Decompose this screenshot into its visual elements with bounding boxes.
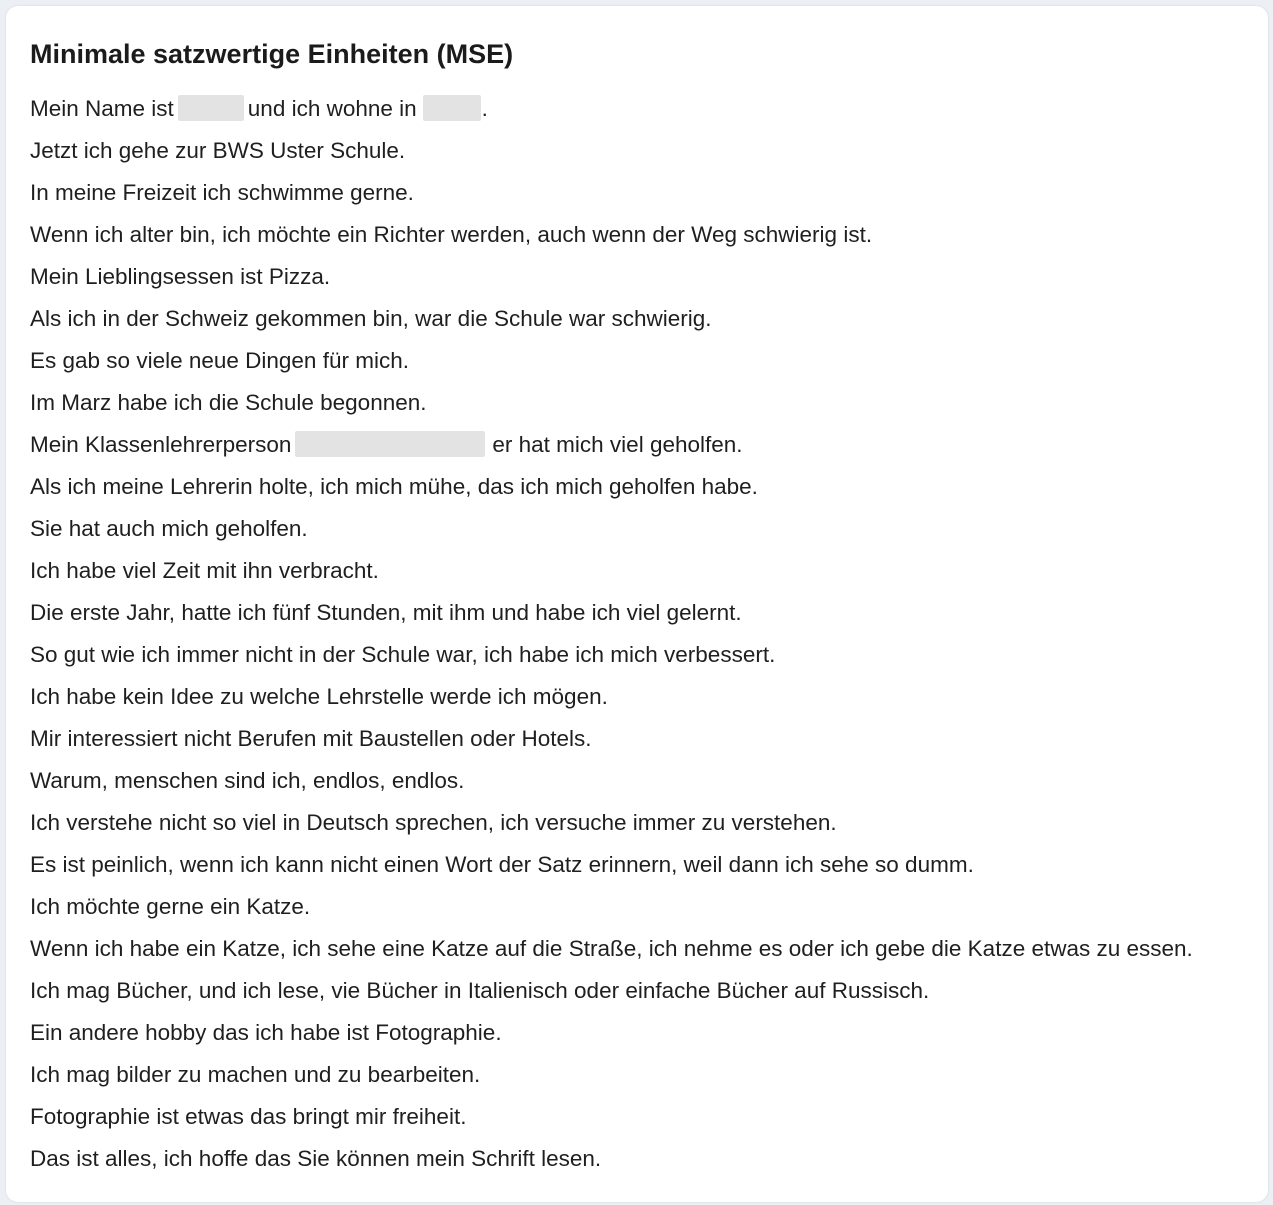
sentence-line: Wenn ich habe ein Katze, ich sehe eine Katze auf die Straße, ich nehme es oder ich gebe die Katze etwas zu essen. [30, 936, 1193, 961]
sentence-text: er hat mich viel geholfen. [492, 432, 743, 457]
sentence-line: Wenn ich alter bin, ich möchte ein Richter werden, auch wenn der Weg schwierig ist. [30, 222, 873, 247]
sentence-line: Es ist peinlich, wenn ich kann nicht einen Wort der Satz erinnern, weil dann ich sehe so dumm. [30, 852, 974, 877]
sentence-line: Die erste Jahr, hatte ich fünf Stunden, mit ihm und habe ich viel gelernt. [30, 600, 742, 625]
sentence-line: Ich verstehe nicht so viel in Deutsch sprechen, ich versuche immer zu verstehen. [30, 810, 837, 835]
sentence-line: So gut wie ich immer nicht in der Schule war, ich habe ich mich verbessert. [30, 642, 776, 667]
sentence-text: Mein Klassenlehrerperson [30, 432, 292, 457]
sentence-line: Sie hat auch mich geholfen. [30, 516, 308, 541]
sentence-line: Ich habe kein Idee zu welche Lehrstelle werde ich mögen. [30, 684, 608, 709]
sentence-line: Ich mag Bücher, und ich lese, vie Bücher in Italienisch oder einfache Bücher auf Russisch. [30, 978, 930, 1003]
sentence-text: . [481, 96, 488, 121]
sentence-text: und ich wohne in [247, 96, 417, 121]
sentence-line: Ich möchte gerne ein Katze. [30, 894, 311, 919]
sentence-list [30, 88, 1193, 1180]
sentence-line: Warum, menschen sind ich, endlos, endlos. [30, 768, 465, 793]
document-title: Minimale satzwertige Einheiten (MSE) [30, 39, 514, 69]
sentence-line: Ein andere hobby das ich habe ist Fotographie. [30, 1020, 502, 1045]
sentence-line: Das ist alles, ich hoffe das Sie können mein Schrift lesen. [30, 1146, 602, 1171]
sentence-line: Mir interessiert nicht Berufen mit Baustellen oder Hotels. [30, 726, 592, 751]
sentence-line [30, 88, 1193, 130]
sentence-line: Es gab so viele neue Dingen für mich. [30, 348, 409, 373]
sentence-line: Ich habe viel Zeit mit ihn verbracht. [30, 558, 379, 583]
sentence-text: Mein Name ist [30, 96, 174, 121]
document-card [6, 6, 1268, 1202]
sentence-line: Im Marz habe ich die Schule begonnen. [30, 390, 427, 415]
sentence-line: Jetzt ich gehe zur BWS Uster Schule. [30, 138, 406, 163]
sentence-line [30, 424, 1193, 466]
sentence-line: In meine Freizeit ich schwimme gerne. [30, 180, 414, 205]
sentence-line: Mein Lieblingsessen ist Pizza. [30, 264, 331, 289]
sentence-line: Fotographie ist etwas das bringt mir freiheit. [30, 1104, 467, 1129]
redacted-teacher-name [295, 431, 485, 457]
redacted-name [178, 95, 244, 121]
sentence-line: Als ich meine Lehrerin holte, ich mich mühe, das ich mich geholfen habe. [30, 474, 758, 499]
redacted-location [423, 95, 481, 121]
sentence-line: Als ich in der Schweiz gekommen bin, war die Schule war schwierig. [30, 306, 712, 331]
sentence-line: Ich mag bilder zu machen und zu bearbeiten. [30, 1062, 481, 1087]
